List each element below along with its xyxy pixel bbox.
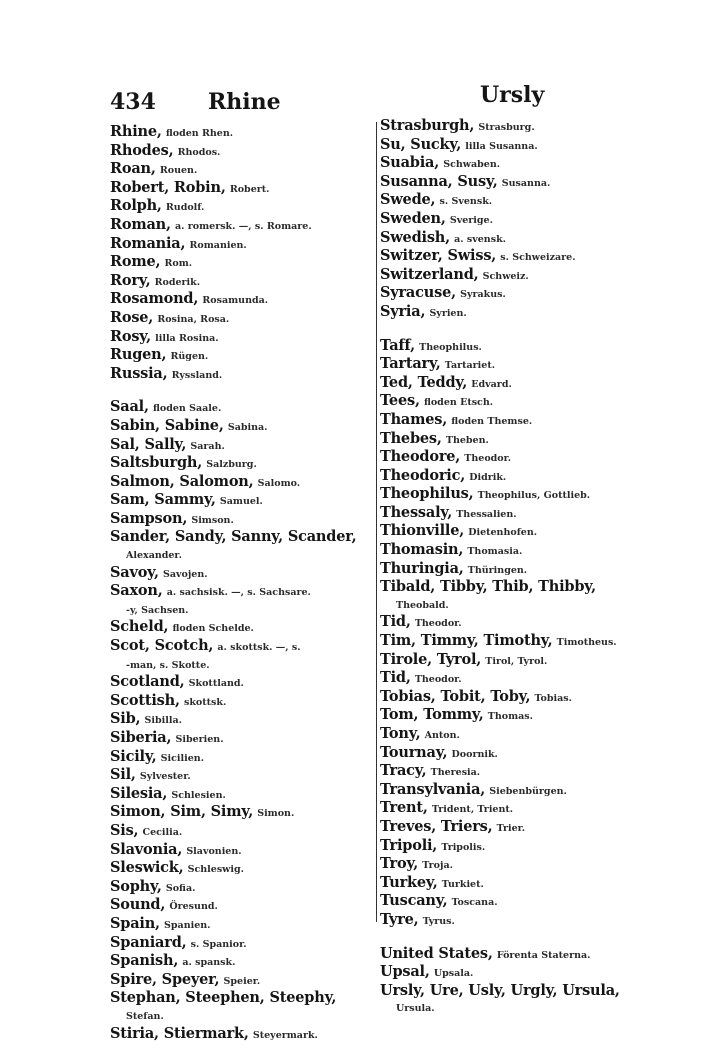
entry-headword: Romania,: [110, 234, 186, 252]
entry-translation: Syrien.: [429, 307, 467, 319]
dictionary-entry: [110, 437, 382, 456]
dictionary-entry: [380, 304, 650, 323]
entry-headword: Susanna, Susy,: [380, 172, 498, 190]
dictionary-entry: [380, 561, 650, 580]
entry-translation: Upsala.: [433, 968, 474, 980]
entry-headword: United States,: [380, 944, 493, 962]
entry-translation: lilla Susanna.: [465, 140, 538, 152]
dictionary-entry: [110, 786, 382, 805]
dictionary-entry: [380, 707, 650, 726]
entry-headword: Switzer, Swiss,: [380, 247, 497, 265]
dictionary-entry: [110, 217, 382, 236]
entry-headword: Theodore,: [380, 448, 461, 466]
dictionary-entry: [110, 418, 382, 437]
entry-translation: Edvard.: [471, 378, 512, 390]
entry-translation: s. Svensk.: [439, 196, 493, 208]
entry-headword: Syracuse,: [380, 284, 456, 302]
entry-translation: Rom.: [164, 258, 193, 270]
entry-translation: Schweiz.: [482, 270, 529, 282]
entry-translation: Savojen.: [163, 568, 208, 580]
entry-headword: Simon, Sim, Simy,: [110, 803, 254, 821]
entry-headword: Thebes,: [380, 429, 442, 447]
dictionary-entry: [110, 767, 382, 786]
entry-headword: Russia,: [110, 364, 168, 382]
entry-translation: Didrik.: [469, 471, 507, 483]
entry-headword: Troy,: [380, 855, 419, 873]
dictionary-entry: [110, 291, 382, 310]
dictionary-entry: [110, 842, 382, 861]
dictionary-entry: [110, 823, 382, 842]
entry-translation: Schleswig.: [187, 864, 244, 876]
entry-translation: Troja.: [422, 860, 453, 872]
dictionary-entry: [110, 143, 382, 162]
entry-translation: Ursula.: [396, 1003, 435, 1015]
entry-translation: Sverige.: [449, 214, 493, 226]
section-gap: [380, 323, 650, 338]
entry-headword: Tom, Tommy,: [380, 706, 484, 724]
dictionary-entry: [110, 329, 382, 348]
entry-translation: Salzburg.: [206, 459, 257, 471]
entry-headword: Slavonia,: [110, 840, 183, 858]
entry-headword: Sound,: [110, 896, 166, 914]
dictionary-entry: [110, 879, 382, 898]
entry-translation: Samuel.: [219, 496, 263, 508]
entry-translation: Syrakus.: [460, 289, 506, 301]
entry-translation: Timotheus.: [556, 637, 617, 649]
dictionary-entry: [380, 614, 650, 633]
entry-headword: Sib,: [110, 710, 141, 728]
entry-translation: Sarah.: [190, 440, 225, 452]
dictionary-entry: [380, 875, 650, 894]
entry-headword: Savoy,: [110, 563, 159, 581]
entry-headword: Tripoli,: [380, 836, 438, 854]
entry-translation: Slavonien.: [186, 845, 242, 857]
dictionary-entry: [110, 455, 382, 474]
entry-translation: a. sachsisk. —, s. Sachsare.: [166, 587, 311, 599]
dictionary-entry: [110, 935, 382, 954]
dictionary-entry: [380, 431, 650, 450]
dictionary-entry: [110, 638, 382, 657]
dictionary-entry: [110, 972, 382, 991]
entry-headword: Sal, Sally,: [110, 435, 187, 453]
dictionary-entry: [110, 198, 382, 217]
entry-translation: Öresund.: [169, 901, 218, 913]
dictionary-entry: [110, 565, 382, 584]
entry-headword: Sampson,: [110, 509, 188, 527]
entry-translation: Anton.: [424, 730, 460, 741]
entry-translation: Salomo.: [257, 477, 301, 489]
entry-headword: Suabia,: [380, 154, 440, 172]
entry-headword: Stephan, Steephen, Steephy,: [110, 989, 337, 1007]
dictionary-entry: [110, 730, 382, 749]
entry-headword: Rhine,: [110, 123, 162, 140]
dictionary-entry: [110, 180, 382, 199]
entry-translation: Susanna.: [501, 177, 551, 189]
entry-continuation: [380, 1000, 650, 1018]
entry-headword: Stiria, Stiermark,: [110, 1024, 249, 1042]
entry-headword: Syria,: [380, 302, 426, 320]
entry-translation: Sicilien.: [160, 752, 204, 764]
entry-headword: Rugen,: [110, 346, 167, 364]
entry-translation: Theodor.: [414, 674, 462, 686]
entry-translation: Trier.: [496, 822, 526, 834]
dictionary-entry: [380, 912, 650, 931]
entry-headword: Rome,: [110, 253, 161, 271]
dictionary-entry: [110, 511, 382, 530]
entry-headword: Swede,: [380, 191, 436, 209]
dictionary-entry: [110, 1026, 382, 1045]
entry-headword: Trent,: [380, 799, 428, 817]
entry-translation: floden Etsch.: [423, 397, 494, 409]
entry-translation: Sofia.: [165, 882, 196, 894]
entry-translation: Simon.: [257, 808, 295, 820]
entry-continuation: [110, 1008, 382, 1026]
dictionary-entry: [380, 800, 650, 819]
dictionary-entry: [380, 338, 650, 357]
left-column: [110, 124, 382, 1044]
entry-translation: lilla Rosina.: [155, 332, 219, 344]
entry-translation: Rhodos.: [177, 146, 221, 158]
entry-continuation: [110, 547, 382, 565]
entry-translation: Tyrus.: [422, 915, 455, 927]
dictionary-entry: [380, 356, 650, 375]
entry-translation: a. romersk. —, s. Romare.: [175, 220, 312, 232]
entry-headword: Spain,: [110, 914, 160, 932]
entry-headword: Switzerland,: [380, 265, 479, 283]
entry-headword: Scheld,: [110, 618, 169, 636]
entry-headword: Theodoric,: [380, 466, 466, 484]
dictionary-entry: [380, 726, 650, 745]
entry-headword: Taff,: [380, 336, 416, 354]
entry-headword: Saal,: [110, 398, 149, 416]
dictionary-entry: [380, 633, 650, 652]
dictionary-entry: [110, 674, 382, 693]
entry-headword: Tees,: [380, 392, 420, 410]
entry-headword: Tournay,: [380, 743, 448, 761]
entry-continuation: [380, 597, 650, 615]
entry-translation: Rudolf.: [165, 202, 205, 214]
entry-headword: Rolph,: [110, 197, 162, 215]
entry-headword: Robert, Robin,: [110, 178, 226, 196]
entry-headword: Saxon,: [110, 582, 163, 600]
dictionary-entry: [110, 347, 382, 366]
dictionary-entry: [380, 468, 650, 487]
section-gap: [380, 931, 650, 946]
entry-translation: Theben.: [445, 434, 489, 446]
entry-translation: Sibilla.: [144, 715, 182, 727]
dictionary-entry: [380, 174, 650, 193]
entry-headword: Sicily,: [110, 747, 157, 765]
entry-translation: Simson.: [191, 514, 234, 526]
entry-translation: Thüringen.: [467, 564, 528, 576]
entry-headword: Scottish,: [110, 691, 180, 709]
entry-headword: Tid,: [380, 669, 411, 687]
dictionary-entry: [380, 652, 650, 671]
dictionary-entry: [380, 782, 650, 801]
entry-translation: Thomasia.: [467, 546, 523, 558]
entry-headword: Rory,: [110, 271, 151, 289]
dictionary-entry: [110, 693, 382, 712]
dictionary-entry: [110, 860, 382, 879]
entry-headword: Saltsburgh,: [110, 454, 203, 472]
page-number: 434: [110, 89, 156, 115]
entry-translation: floden Schelde.: [172, 623, 254, 635]
entry-translation: Toscana.: [451, 897, 498, 909]
entry-headword: Tibald, Tibby, Thib, Thibby,: [380, 578, 596, 596]
entry-translation: Roderik.: [154, 276, 201, 288]
entry-translation: Cecilia.: [142, 826, 183, 838]
entry-headword: Turkey,: [380, 873, 438, 891]
dictionary-entry: [110, 953, 382, 972]
entry-continuation: [110, 657, 382, 675]
entry-translation: Ryssland.: [171, 369, 223, 381]
entry-translation: s. Spanior.: [190, 938, 247, 950]
dictionary-entry: [380, 118, 650, 137]
entry-translation: Thomas.: [487, 711, 533, 723]
entry-translation: Theophilus, Gottlieb.: [477, 490, 591, 502]
dictionary-entry: [380, 893, 650, 912]
entry-headword: Sis,: [110, 821, 139, 839]
dictionary-entry: [110, 474, 382, 493]
dictionary-entry: [110, 124, 382, 143]
entry-translation: Alexander.: [126, 550, 182, 562]
dictionary-entry: [380, 856, 650, 875]
entry-headword: Sabin, Sabine,: [110, 416, 224, 434]
dictionary-entry: [110, 161, 382, 180]
entry-headword: Salmon, Salomon,: [110, 472, 254, 490]
entry-headword: Roan,: [110, 160, 156, 178]
entry-headword: Rose,: [110, 308, 154, 326]
entry-headword: Treves, Triers,: [380, 817, 493, 835]
entry-translation: -man, s. Skotte.: [126, 659, 210, 671]
dictionary-entry: [380, 230, 650, 249]
entry-headword: Spaniard,: [110, 933, 187, 951]
entry-translation: -y, Sachsen.: [126, 604, 189, 616]
entry-translation: Rosina, Rosa.: [157, 313, 230, 325]
dictionary-entry: [380, 449, 650, 468]
entry-translation: Robert.: [229, 183, 270, 195]
dictionary-entry: [110, 619, 382, 638]
entry-headword: Thuringia,: [380, 559, 464, 577]
entry-translation: Theodor.: [464, 453, 512, 465]
dictionary-entry: [380, 745, 650, 764]
section-gap: [110, 384, 382, 399]
dictionary-entry: [380, 155, 650, 174]
entry-headword: Rosamond,: [110, 290, 199, 308]
dictionary-entry: [380, 763, 650, 782]
dictionary-entry: [380, 285, 650, 304]
entry-translation: skottsk.: [183, 696, 227, 708]
entry-headword: Spire, Speyer,: [110, 970, 220, 988]
entry-headword: Ted, Teddy,: [380, 373, 468, 391]
dictionary-entry: [380, 946, 650, 965]
dictionary-entry: [380, 983, 650, 1001]
entry-headword: Thionville,: [380, 522, 465, 540]
dictionary-entry: [380, 192, 650, 211]
entry-translation: Dietenhofen.: [468, 527, 538, 539]
entry-headword: Sil,: [110, 766, 136, 784]
dictionary-entry: [110, 366, 382, 385]
dictionary-entry: [380, 267, 650, 286]
dictionary-entry: [380, 670, 650, 689]
dictionary-entry: [110, 273, 382, 292]
entry-headword: Swedish,: [380, 228, 450, 246]
dictionary-entry: [110, 711, 382, 730]
dictionary-entry: [110, 583, 382, 602]
dictionary-entry: [380, 579, 650, 597]
entry-translation: Rouen.: [159, 165, 198, 177]
dictionary-entry: [380, 505, 650, 524]
dictionary-entry: [380, 412, 650, 431]
entry-translation: Doornik.: [451, 748, 498, 760]
entry-headword: Strasburgh,: [380, 117, 475, 134]
dictionary-entry: [110, 399, 382, 418]
entry-translation: Förenta Staterna.: [496, 949, 591, 961]
entry-headword: Tuscany,: [380, 892, 448, 910]
entry-translation: Tripolis.: [441, 841, 486, 853]
dictionary-entry: [380, 486, 650, 505]
entry-headword: Thessaly,: [380, 503, 453, 521]
entry-headword: Scotland,: [110, 673, 185, 691]
entry-headword: Su, Sucky,: [380, 135, 462, 153]
entry-translation: Spanien.: [164, 919, 211, 931]
guide-word-left: Rhine: [208, 89, 281, 115]
entry-headword: Tracy,: [380, 762, 427, 780]
entry-translation: Speier.: [223, 975, 261, 987]
entry-headword: Sweden,: [380, 209, 446, 227]
dictionary-entry: [380, 838, 650, 857]
entry-translation: Sabina.: [227, 421, 268, 433]
dictionary-entry: [110, 492, 382, 511]
dictionary-entry: [380, 137, 650, 156]
dictionary-entry: [380, 689, 650, 708]
entry-headword: Rosy,: [110, 327, 151, 345]
dictionary-entry: [110, 310, 382, 329]
entry-translation: Siberien.: [175, 734, 224, 745]
entry-headword: Tirole, Tyrol,: [380, 650, 482, 668]
entry-translation: Siebenbürgen.: [489, 785, 567, 797]
entry-translation: Stefan.: [126, 1010, 164, 1022]
dictionary-entry: [110, 749, 382, 768]
dictionary-entry: [380, 393, 650, 412]
entry-translation: Rügen.: [170, 351, 209, 363]
entry-translation: Theobald.: [396, 599, 449, 611]
entry-translation: Romanien.: [189, 239, 247, 251]
entry-headword: Transylvania,: [380, 780, 486, 798]
dictionary-entry: [380, 248, 650, 267]
dictionary-entry: [380, 819, 650, 838]
entry-headword: Upsal,: [380, 963, 430, 981]
entry-translation: Theresia.: [430, 767, 481, 779]
entry-translation: floden Saale.: [152, 403, 222, 415]
entry-translation: Turkiet.: [441, 878, 484, 890]
entry-translation: floden Rhen.: [165, 128, 234, 139]
entry-translation: floden Themse.: [451, 415, 533, 427]
entry-headword: Tim, Timmy, Timothy,: [380, 632, 553, 650]
entry-translation: Steyermark.: [252, 1029, 318, 1041]
entry-headword: Silesia,: [110, 784, 168, 802]
entry-translation: a. skottsk. —, s.: [217, 642, 301, 654]
entry-translation: Skottland.: [188, 678, 244, 690]
entry-translation: Tirol, Tyrol.: [485, 655, 548, 667]
entry-headword: Siberia,: [110, 729, 172, 746]
entry-translation: Strasburg.: [478, 122, 535, 133]
dictionary-entry: [380, 375, 650, 394]
entry-headword: Tyre,: [380, 910, 419, 928]
entry-headword: Sleswick,: [110, 859, 184, 877]
entry-translation: Theophilus.: [419, 341, 482, 353]
dictionary-entry: [110, 804, 382, 823]
entry-translation: Schlesien.: [171, 789, 226, 801]
dictionary-entry: [110, 916, 382, 935]
entry-headword: Tartary,: [380, 355, 441, 373]
dictionary-entry: [110, 529, 382, 547]
entry-translation: Theodor.: [414, 618, 462, 630]
entry-headword: Tid,: [380, 613, 411, 631]
entry-headword: Spanish,: [110, 952, 179, 970]
guide-word-right: Ursly: [480, 82, 545, 108]
entry-translation: Schwaben.: [443, 159, 501, 171]
entry-headword: Roman,: [110, 215, 171, 233]
dictionary-entry: [380, 211, 650, 230]
entry-headword: Theophilus,: [380, 485, 474, 503]
entry-translation: Sylvester.: [139, 771, 191, 783]
entry-headword: Sam, Sammy,: [110, 491, 216, 509]
entry-translation: a. spansk.: [182, 957, 236, 969]
entry-headword: Tobias, Tobit, Toby,: [380, 687, 531, 705]
dictionary-entry: [380, 542, 650, 561]
entry-translation: a. svensk.: [454, 233, 506, 245]
entry-translation: s. Schweizare.: [500, 252, 576, 264]
entry-translation: Tartariet.: [444, 360, 496, 372]
entry-headword: Thames,: [380, 410, 448, 428]
entry-headword: Scot, Scotch,: [110, 637, 214, 655]
dictionary-entry: [110, 254, 382, 273]
entry-headword: Rhodes,: [110, 141, 174, 159]
right-column: [380, 118, 650, 1018]
entry-translation: Thessalien.: [456, 508, 517, 520]
dictionary-entry: [380, 964, 650, 983]
entry-continuation: [110, 602, 382, 620]
entry-translation: Trident, Trient.: [431, 804, 514, 816]
entry-headword: Thomasin,: [380, 541, 464, 559]
dictionary-entry: [110, 897, 382, 916]
entry-headword: Sophy,: [110, 877, 162, 895]
dictionary-entry: [110, 990, 382, 1008]
dictionary-entry: [380, 523, 650, 542]
entry-translation: Rosamunda.: [202, 295, 269, 307]
entry-headword: Sander, Sandy, Sanny, Scander,: [110, 528, 357, 546]
dictionary-entry: [110, 236, 382, 255]
entry-headword: Ursly, Ure, Usly, Urgly, Ursula,: [380, 981, 620, 999]
entry-headword: Tony,: [380, 725, 421, 742]
entry-translation: Tobias.: [534, 692, 572, 704]
